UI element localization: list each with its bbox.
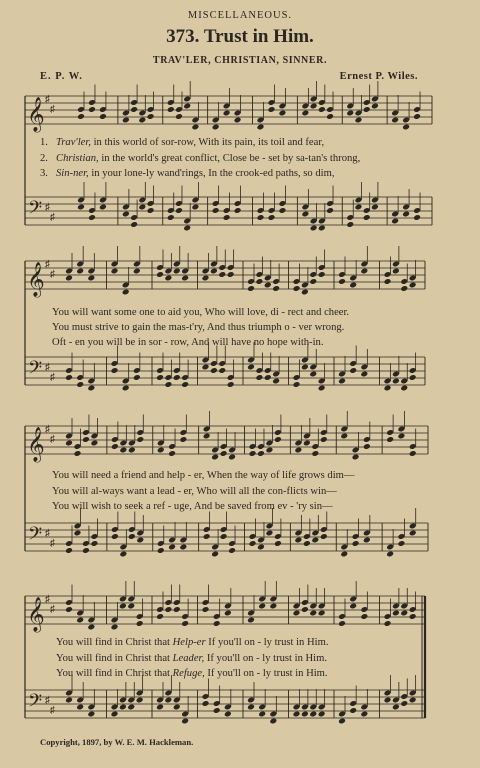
note-head — [77, 204, 85, 211]
note-head — [346, 221, 354, 228]
note-head — [99, 204, 107, 211]
note-head — [318, 106, 326, 113]
note-head — [311, 537, 319, 544]
note-head — [278, 207, 286, 214]
note-head — [111, 268, 119, 275]
note-head — [409, 374, 417, 381]
note-head — [77, 113, 85, 120]
note-head — [301, 364, 309, 371]
note-head — [278, 110, 286, 117]
note-head — [210, 367, 218, 374]
note-head — [247, 364, 255, 371]
note-head — [363, 106, 371, 113]
note-head — [269, 603, 277, 610]
note-head — [294, 447, 302, 454]
note-head — [220, 533, 228, 540]
note-head — [409, 530, 417, 537]
sharp-icon: ♯ — [45, 362, 50, 373]
note-head — [352, 540, 360, 547]
note-head — [293, 711, 301, 718]
clef-icon: 𝄞 — [27, 427, 45, 462]
lyric-line: 1. Trav'ler, in this world of sor-row, With its pain, its toil and fear, — [40, 137, 325, 148]
note-head — [203, 533, 211, 540]
note-head — [90, 540, 98, 547]
note-head — [318, 385, 326, 392]
lyric-line: You will al-ways want a lead - er, Who will all the con-flicts win— — [52, 486, 337, 497]
note-head — [264, 374, 272, 381]
note-head — [156, 704, 164, 711]
note-head — [202, 700, 210, 707]
note-head — [164, 606, 172, 613]
sharp-icon: ♯ — [50, 604, 55, 615]
note-head — [309, 610, 317, 617]
note-head — [363, 443, 371, 450]
note-head — [326, 113, 334, 120]
note-head — [119, 551, 127, 558]
note-head — [384, 620, 392, 627]
note-head — [111, 443, 119, 450]
note-head — [228, 547, 236, 554]
note-head — [274, 436, 282, 443]
lyric-line: You will find in Christ that Leader, If you'll on - ly trust in Him. — [56, 653, 328, 664]
note-head — [202, 606, 210, 613]
note-head — [111, 711, 119, 718]
note-head — [301, 711, 309, 718]
note-head — [127, 603, 135, 610]
note-head — [65, 275, 73, 282]
note-head — [318, 711, 326, 718]
note-head — [65, 440, 73, 447]
note-head — [293, 285, 301, 292]
note-head — [391, 218, 399, 225]
note-head — [272, 285, 280, 292]
note-head — [227, 381, 235, 388]
note-head — [164, 697, 172, 704]
note-head — [181, 620, 189, 627]
note-head — [360, 711, 368, 718]
note-head — [167, 214, 175, 221]
note-head — [202, 364, 210, 371]
note-head — [255, 278, 263, 285]
note-head — [257, 450, 265, 457]
note-head — [249, 450, 257, 457]
note-head — [212, 207, 220, 214]
note-head — [183, 225, 191, 232]
note-head — [128, 447, 136, 454]
note-head — [360, 268, 368, 275]
note-head — [111, 533, 119, 540]
note-head — [384, 697, 392, 704]
note-head — [203, 433, 211, 440]
note-head — [224, 610, 232, 617]
note-head — [65, 697, 73, 704]
note-head — [309, 711, 317, 718]
note-head — [400, 700, 408, 707]
note-head — [371, 103, 379, 110]
note-head — [257, 214, 265, 221]
note-head — [210, 268, 218, 275]
note-head — [87, 711, 95, 718]
note-head — [311, 450, 319, 457]
lyric-line: 2. Christian, in the world's great conflict, Close be - set by sa-tan's throng, — [40, 153, 361, 164]
note-head — [111, 624, 119, 631]
note-head — [65, 606, 73, 613]
note-head — [402, 124, 410, 131]
hymn-name: Trust in Him. — [203, 26, 314, 47]
sharp-icon: ♯ — [45, 259, 50, 270]
note-head — [65, 374, 73, 381]
note-head — [392, 378, 400, 385]
hymn-subtitle: TRAV'LER, CHRISTIAN, SINNER. — [152, 55, 328, 66]
note-head — [212, 124, 220, 131]
note-head — [257, 124, 265, 131]
sharp-icon: ♯ — [45, 94, 50, 105]
note-head — [65, 547, 73, 554]
note-head — [264, 282, 272, 289]
note-head — [266, 447, 274, 454]
note-head — [173, 704, 181, 711]
note-head — [183, 103, 191, 110]
clef-icon: 𝄢 — [28, 691, 43, 716]
note-head — [338, 620, 346, 627]
note-head — [338, 718, 346, 725]
note-head — [136, 620, 144, 627]
note-head — [224, 711, 232, 718]
note-head — [386, 551, 394, 558]
lyric-line: You will find in Christ that Refuge, If you'll on - ly trust in Him. — [56, 668, 328, 679]
lyric-line: You will find in Christ that Help-er If you'll on - ly trust in Him. — [56, 637, 329, 648]
lyricist-credit: E. P. W. — [40, 71, 83, 82]
note-head — [76, 617, 84, 624]
note-head — [175, 113, 183, 120]
note-head — [258, 603, 266, 610]
note-head — [413, 214, 421, 221]
note-head — [156, 374, 164, 381]
note-head — [157, 447, 165, 454]
note-head — [181, 718, 189, 725]
note-head — [274, 540, 282, 547]
lyric-line: You will need a friend and help - er, When the way of life grows dim— — [52, 470, 355, 481]
sharp-icon: ♯ — [50, 538, 55, 549]
note-head — [326, 207, 334, 214]
note-head — [301, 211, 309, 218]
sharp-icon: ♯ — [50, 434, 55, 445]
note-head — [371, 204, 379, 211]
note-head — [191, 204, 199, 211]
lyric-line: You must strive to gain the mas-t'ry, And thus triumph o - ver wrong. — [52, 322, 345, 333]
note-head — [294, 537, 302, 544]
note-head — [82, 436, 90, 443]
note-head — [179, 436, 187, 443]
note-head — [397, 433, 405, 440]
note-head — [175, 207, 183, 214]
note-head — [352, 454, 360, 461]
note-head — [255, 374, 263, 381]
section-heading: MISCELLANEOUS. — [187, 10, 293, 21]
lyric-line: You will wish to seek a ref - uge, And be saved from ev - 'ry sin— — [52, 501, 333, 512]
note-head — [133, 374, 141, 381]
note-head — [211, 551, 219, 558]
note-head — [164, 275, 172, 282]
note-head — [173, 374, 181, 381]
note-head — [147, 207, 155, 214]
note-head — [293, 381, 301, 388]
note-head — [268, 214, 276, 221]
note-head — [74, 450, 82, 457]
note-head — [301, 110, 309, 117]
note-head — [257, 544, 265, 551]
note-head — [138, 204, 146, 211]
note-head — [346, 110, 354, 117]
note-head — [363, 214, 371, 221]
note-head — [168, 450, 176, 457]
note-head — [400, 385, 408, 392]
note-head — [397, 540, 405, 547]
hymn-number: 373. — [166, 26, 200, 47]
note-head — [258, 711, 266, 718]
note-head — [360, 613, 368, 620]
note-head — [179, 544, 187, 551]
note-head — [318, 225, 326, 232]
note-head — [320, 533, 328, 540]
note-head — [409, 282, 417, 289]
lyric-line: 3. Sin-ner, in your lone-ly wand'rings, In the crook-ed paths, so dim, — [40, 168, 335, 179]
note-head — [340, 551, 348, 558]
lyric-line: You will want some one to aid you, Who will love, di - rect and cheer. — [52, 307, 350, 318]
note-head — [87, 624, 95, 631]
sharp-icon: ♯ — [50, 372, 55, 383]
note-head — [349, 282, 357, 289]
note-head — [269, 718, 277, 725]
note-head — [99, 113, 107, 120]
note-head — [88, 106, 96, 113]
note-head — [87, 385, 95, 392]
note-head — [130, 106, 138, 113]
copyright-notice: Copyright, 1897, by W. E. M. Hackleman. — [40, 737, 194, 747]
note-head — [211, 454, 219, 461]
note-head — [173, 606, 181, 613]
note-head — [122, 117, 130, 124]
note-head — [268, 106, 276, 113]
note-head — [320, 436, 328, 443]
note-head — [119, 447, 127, 454]
note-head — [138, 117, 146, 124]
note-head — [227, 271, 235, 278]
note-head — [119, 704, 127, 711]
note-head — [191, 124, 199, 131]
note-head — [213, 707, 221, 714]
note-head — [87, 275, 95, 282]
note-head — [127, 704, 135, 711]
note-head — [157, 547, 165, 554]
note-head — [301, 289, 309, 296]
note-head — [301, 606, 309, 613]
sharp-icon: ♯ — [45, 202, 50, 213]
note-head — [349, 707, 357, 714]
note-head — [349, 367, 357, 374]
lyric-line: Oft - en you will be in sor - row, And will have no hope with-in. — [52, 337, 324, 348]
note-head — [223, 110, 231, 117]
note-head — [392, 610, 400, 617]
note-head — [400, 285, 408, 292]
note-head — [247, 617, 255, 624]
note-head — [128, 533, 136, 540]
note-head — [234, 117, 242, 124]
note-head — [136, 436, 144, 443]
clef-icon: 𝄞 — [27, 262, 45, 297]
note-head — [392, 704, 400, 711]
note-head — [167, 106, 175, 113]
note-head — [76, 704, 84, 711]
note-head — [355, 204, 363, 211]
note-head — [82, 547, 90, 554]
note-head — [266, 530, 274, 537]
note-head — [164, 381, 172, 388]
note-head — [402, 211, 410, 218]
note-head — [413, 113, 421, 120]
note-head — [392, 268, 400, 275]
note-head — [119, 603, 127, 610]
note-head — [247, 285, 255, 292]
note-head — [181, 275, 189, 282]
composer-credit: Ernest P. Wiles. — [339, 71, 418, 82]
note-head — [74, 530, 82, 537]
note-head — [76, 381, 84, 388]
note-head — [409, 450, 417, 457]
sharp-icon: ♯ — [50, 705, 55, 716]
note-head — [247, 704, 255, 711]
note-head — [309, 278, 317, 285]
sharp-icon: ♯ — [50, 269, 55, 280]
note-head — [293, 610, 301, 617]
note-head — [136, 697, 144, 704]
note-head — [173, 268, 181, 275]
note-head — [181, 381, 189, 388]
note-head — [338, 378, 346, 385]
note-head — [202, 275, 210, 282]
note-head — [213, 620, 221, 627]
note-head — [318, 610, 326, 617]
note-head — [391, 117, 399, 124]
note-head — [234, 207, 242, 214]
note-head — [340, 433, 348, 440]
note-head — [318, 271, 326, 278]
note-head — [130, 221, 138, 228]
note-head — [218, 271, 226, 278]
note-head — [223, 214, 231, 221]
note-head — [360, 371, 368, 378]
note-head — [355, 117, 363, 124]
sharp-icon: ♯ — [45, 528, 50, 539]
note-head — [386, 436, 394, 443]
note-head — [147, 113, 155, 120]
sharp-icon: ♯ — [50, 104, 55, 115]
note-head — [228, 454, 236, 461]
note-head — [111, 367, 119, 374]
note-head — [122, 211, 130, 218]
sharp-icon: ♯ — [45, 695, 50, 706]
note-head — [303, 440, 311, 447]
note-head — [218, 367, 226, 374]
sharp-icon: ♯ — [45, 424, 50, 435]
note-head — [220, 450, 228, 457]
note-head — [156, 271, 164, 278]
note-head — [409, 613, 417, 620]
clef-icon: 𝄞 — [27, 597, 45, 632]
note-head — [88, 214, 96, 221]
note-head — [384, 385, 392, 392]
note-head — [76, 268, 84, 275]
note-head — [272, 378, 280, 385]
note-head — [136, 537, 144, 544]
note-head — [310, 103, 318, 110]
note-head — [249, 540, 257, 547]
note-head — [90, 440, 98, 447]
sharp-icon: ♯ — [45, 594, 50, 605]
note-head — [384, 278, 392, 285]
sharp-icon: ♯ — [50, 212, 55, 223]
note-head — [133, 268, 141, 275]
note-head — [122, 385, 130, 392]
note-head — [363, 537, 371, 544]
note-head — [338, 278, 346, 285]
clef-icon: 𝄢 — [28, 358, 43, 383]
note-head — [310, 225, 318, 232]
note-head — [156, 613, 164, 620]
note-head — [309, 371, 317, 378]
note-head — [303, 540, 311, 547]
clef-icon: 𝄞 — [27, 97, 45, 132]
note-head — [349, 603, 357, 610]
note-head — [400, 610, 408, 617]
clef-icon: 𝄢 — [28, 198, 43, 223]
note-head — [168, 544, 176, 551]
note-head — [122, 289, 130, 296]
note-head — [409, 697, 417, 704]
clef-icon: 𝄢 — [28, 524, 43, 549]
